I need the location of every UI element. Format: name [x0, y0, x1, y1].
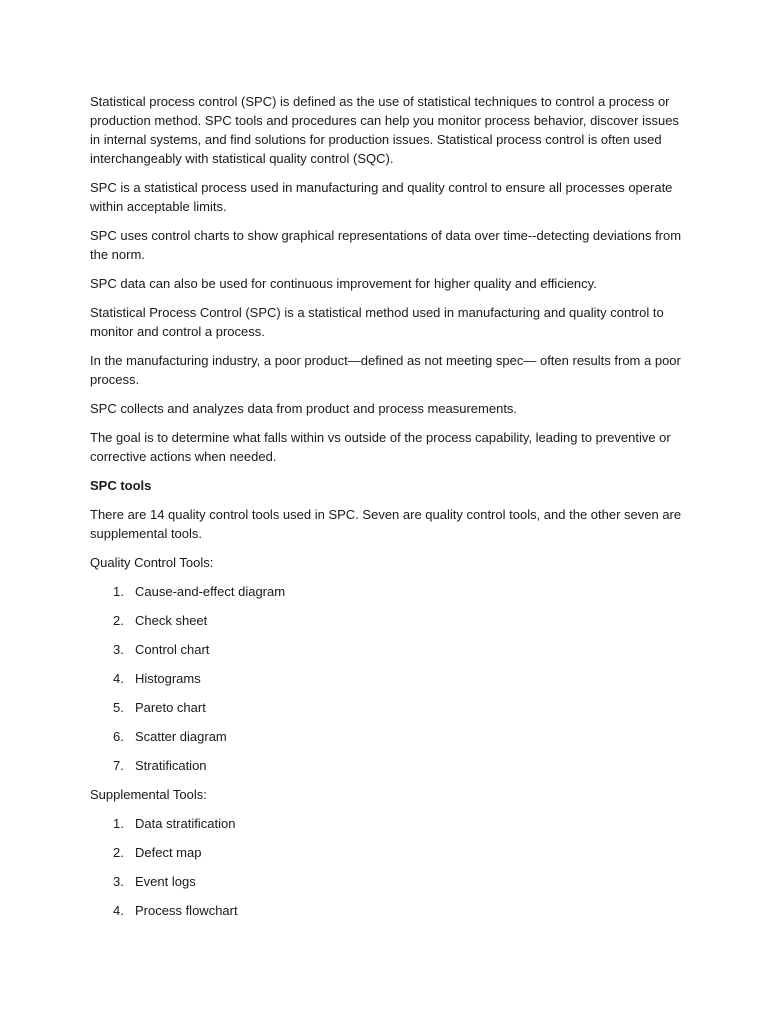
list-item-text: Data stratification — [135, 816, 236, 831]
section-heading-spc-tools: SPC tools — [90, 478, 152, 493]
quality-control-tools-list — [90, 582, 690, 775]
paragraph-goal: The goal is to determine what falls within vs outside of the process capability, leading to preventive or corrective actions when needed. — [90, 430, 671, 464]
list-item — [90, 640, 690, 659]
list-item — [90, 669, 690, 688]
list-item — [90, 901, 690, 920]
paragraph-poor-product: In the manufacturing industry, a poor product—defined as not meeting spec— often results from a poor process. — [90, 353, 681, 387]
list-item-text: Process flowchart — [135, 903, 238, 918]
supplemental-tools-list — [90, 814, 690, 920]
list-number: 4. — [113, 671, 124, 686]
list-number: 1. — [113, 584, 124, 599]
paragraph-spc-method: Statistical Process Control (SPC) is a statistical method used in manufacturing and quality control to monitor and control a process. — [90, 305, 664, 339]
list-item — [90, 872, 690, 891]
list-item-text: Event logs — [135, 874, 196, 889]
list-number: 3. — [113, 874, 124, 889]
list-number: 4. — [113, 903, 124, 918]
list-item-text: Check sheet — [135, 613, 208, 628]
list-item — [90, 611, 690, 630]
list-item — [90, 727, 690, 746]
list-number: 5. — [113, 700, 124, 715]
list-item-text: Scatter diagram — [135, 729, 227, 744]
list-number: 1. — [113, 816, 124, 831]
list-item — [90, 698, 690, 717]
list-item-text: Pareto chart — [135, 700, 206, 715]
list-item — [90, 843, 690, 862]
paragraph-spc-definition: Statistical process control (SPC) is defined as the use of statistical techniques to control a process or production method. SPC tools and procedures can help you monitor process behavior, discover issues in internal systems, and find solutions for production issues. Statistical process control is often used interchangeably with statistical quality control (SQC). — [90, 94, 679, 166]
list-item-text: Defect map — [135, 845, 202, 860]
document-page — [90, 92, 690, 930]
paragraph-spc-purpose: SPC is a statistical process used in manufacturing and quality control to ensure all processes operate within acceptable limits. — [90, 180, 673, 214]
quality-control-tools-label: Quality Control Tools: — [90, 555, 214, 570]
paragraph-data-collection: SPC collects and analyzes data from product and process measurements. — [90, 401, 518, 416]
paragraph-tools-intro: There are 14 quality control tools used in SPC. Seven are quality control tools, and the other seven are supplemental tools. — [90, 507, 682, 541]
list-item-text: Cause-and-effect diagram — [135, 584, 286, 599]
list-number: 6. — [113, 729, 124, 744]
list-number: 3. — [113, 642, 124, 657]
list-item-text: Stratification — [135, 758, 207, 773]
list-number: 2. — [113, 613, 124, 628]
list-item — [90, 814, 690, 833]
paragraph-continuous-improvement: SPC data can also be used for continuous improvement for higher quality and efficiency. — [90, 276, 597, 291]
list-number: 2. — [113, 845, 124, 860]
list-item-text: Histograms — [135, 671, 201, 686]
list-item — [90, 582, 690, 601]
paragraph-control-charts: SPC uses control charts to show graphical representations of data over time--detecting deviations from the norm. — [90, 228, 682, 262]
list-number: 7. — [113, 758, 124, 773]
supplemental-tools-label: Supplemental Tools: — [90, 787, 207, 802]
list-item — [90, 756, 690, 775]
list-item-text: Control chart — [135, 642, 210, 657]
